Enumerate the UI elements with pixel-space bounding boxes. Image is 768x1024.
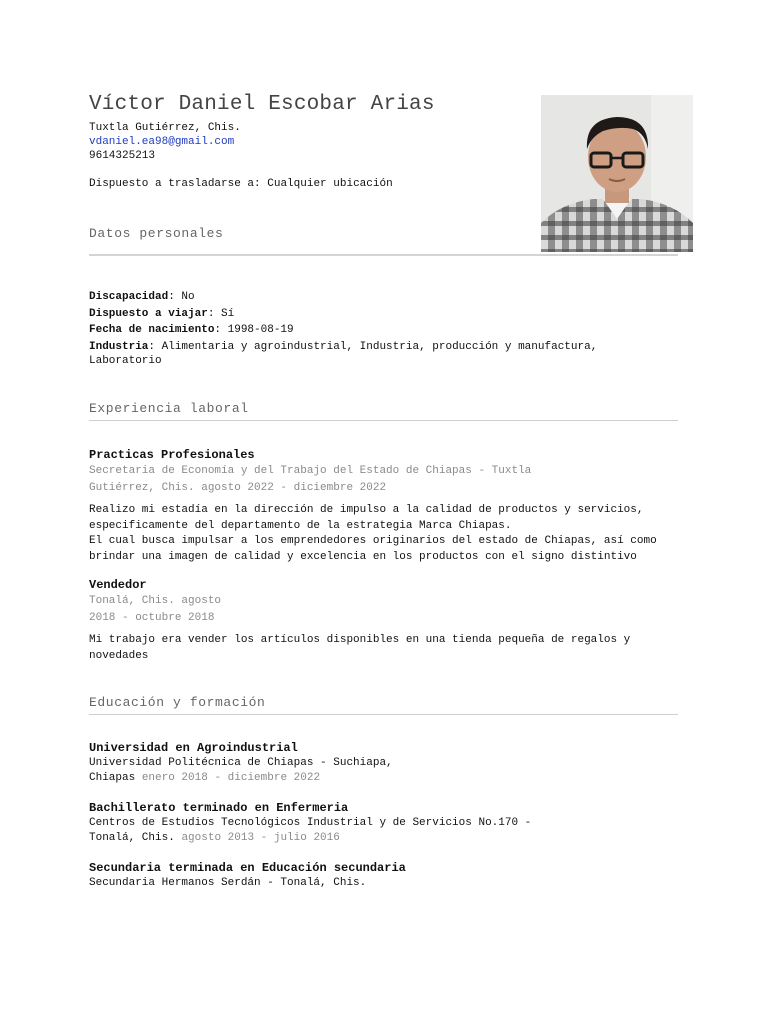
profile-photo-image	[541, 95, 693, 252]
experience-section-title: Experiencia laboral	[89, 401, 249, 416]
personal-details	[89, 289, 679, 368]
relocation-line	[89, 178, 393, 190]
job-entry	[89, 447, 679, 565]
relocation-label: Dispuesto a trasladarse a:	[89, 178, 261, 190]
education-entry	[89, 861, 679, 891]
education-place-dates: Chiapas enero 2018 - diciembre 2022	[89, 771, 321, 784]
job-description: Realizo mi estadía en la dirección de impulso a la calidad de productos y servicios, especificamente del departamento de la estrategia Marca Chiapas. El cual busca impulsar a los emprendedores originarios del estado de Chiapas, así como brindar una imagen de calidad y excelencia en los productos con el signo distintivo	[89, 504, 657, 563]
location-text: Tuxtla Gutiérrez, Chis.	[89, 122, 241, 134]
detail-industry: Industria: Alimentaria y agroindustrial, Industria, producción y manufactura,	[89, 340, 598, 353]
section-divider	[89, 714, 678, 715]
job-description: Mi trabajo era vender los artículos disponibles en una tienda pequeña de regalos y novedades	[89, 634, 631, 662]
personal-section-title: Datos personales	[89, 226, 224, 241]
education-title: Secundaria terminada en Educación secundaria	[89, 861, 406, 875]
education-title: Universidad en Agroindustrial	[89, 741, 298, 755]
email-link[interactable]: vdaniel.ea98@gmail.com	[89, 136, 235, 148]
phone-text: 9614325213	[89, 150, 156, 162]
detail-birthdate: Fecha de nacimiento: 1998-08-19	[89, 324, 294, 336]
job-title: Practicas Profesionales	[89, 448, 255, 462]
job-meta: Secretaria de Economía y del Trabajo del Estado de Chiapas - Tuxtla	[89, 465, 532, 477]
job-entry	[89, 577, 679, 664]
detail-disability: Discapacidad: No	[89, 291, 195, 303]
education-institution: Universidad Politécnica de Chiapas - Suchiapa,	[89, 757, 393, 769]
education-institution: Secundaria Hermanos Serdán - Tonalá, Chis.	[89, 877, 367, 889]
candidate-name: Víctor Daniel Escobar Arias	[89, 93, 435, 116]
detail-travel: Dispuesto a viajar: Sí	[89, 307, 235, 320]
job-title: Vendedor	[89, 578, 147, 592]
section-divider	[89, 420, 678, 421]
job-meta: Gutiérrez, Chis. agosto 2022 - diciembre 2022	[89, 481, 387, 494]
education-entry	[89, 801, 679, 845]
section-divider	[89, 254, 678, 256]
profile-photo	[541, 95, 693, 252]
education-place-dates: Tonalá, Chis. agosto 2013 - julio 2016	[89, 831, 340, 844]
education-section-title: Educación y formación	[89, 695, 266, 710]
relocation-value: Cualquier ubicación	[267, 178, 393, 190]
education-title: Bachillerato terminado en Enfermeria	[89, 801, 349, 815]
detail-industry-cont: Laboratorio	[89, 355, 162, 367]
job-meta: 2018 - octubre 2018	[89, 611, 215, 624]
education-institution: Centros de Estudios Tecnológicos Industrial y de Servicios No.170 -	[89, 817, 532, 829]
job-meta: Tonalá, Chis. agosto	[89, 595, 222, 607]
contact-info	[89, 121, 241, 163]
education-entry	[89, 741, 679, 785]
